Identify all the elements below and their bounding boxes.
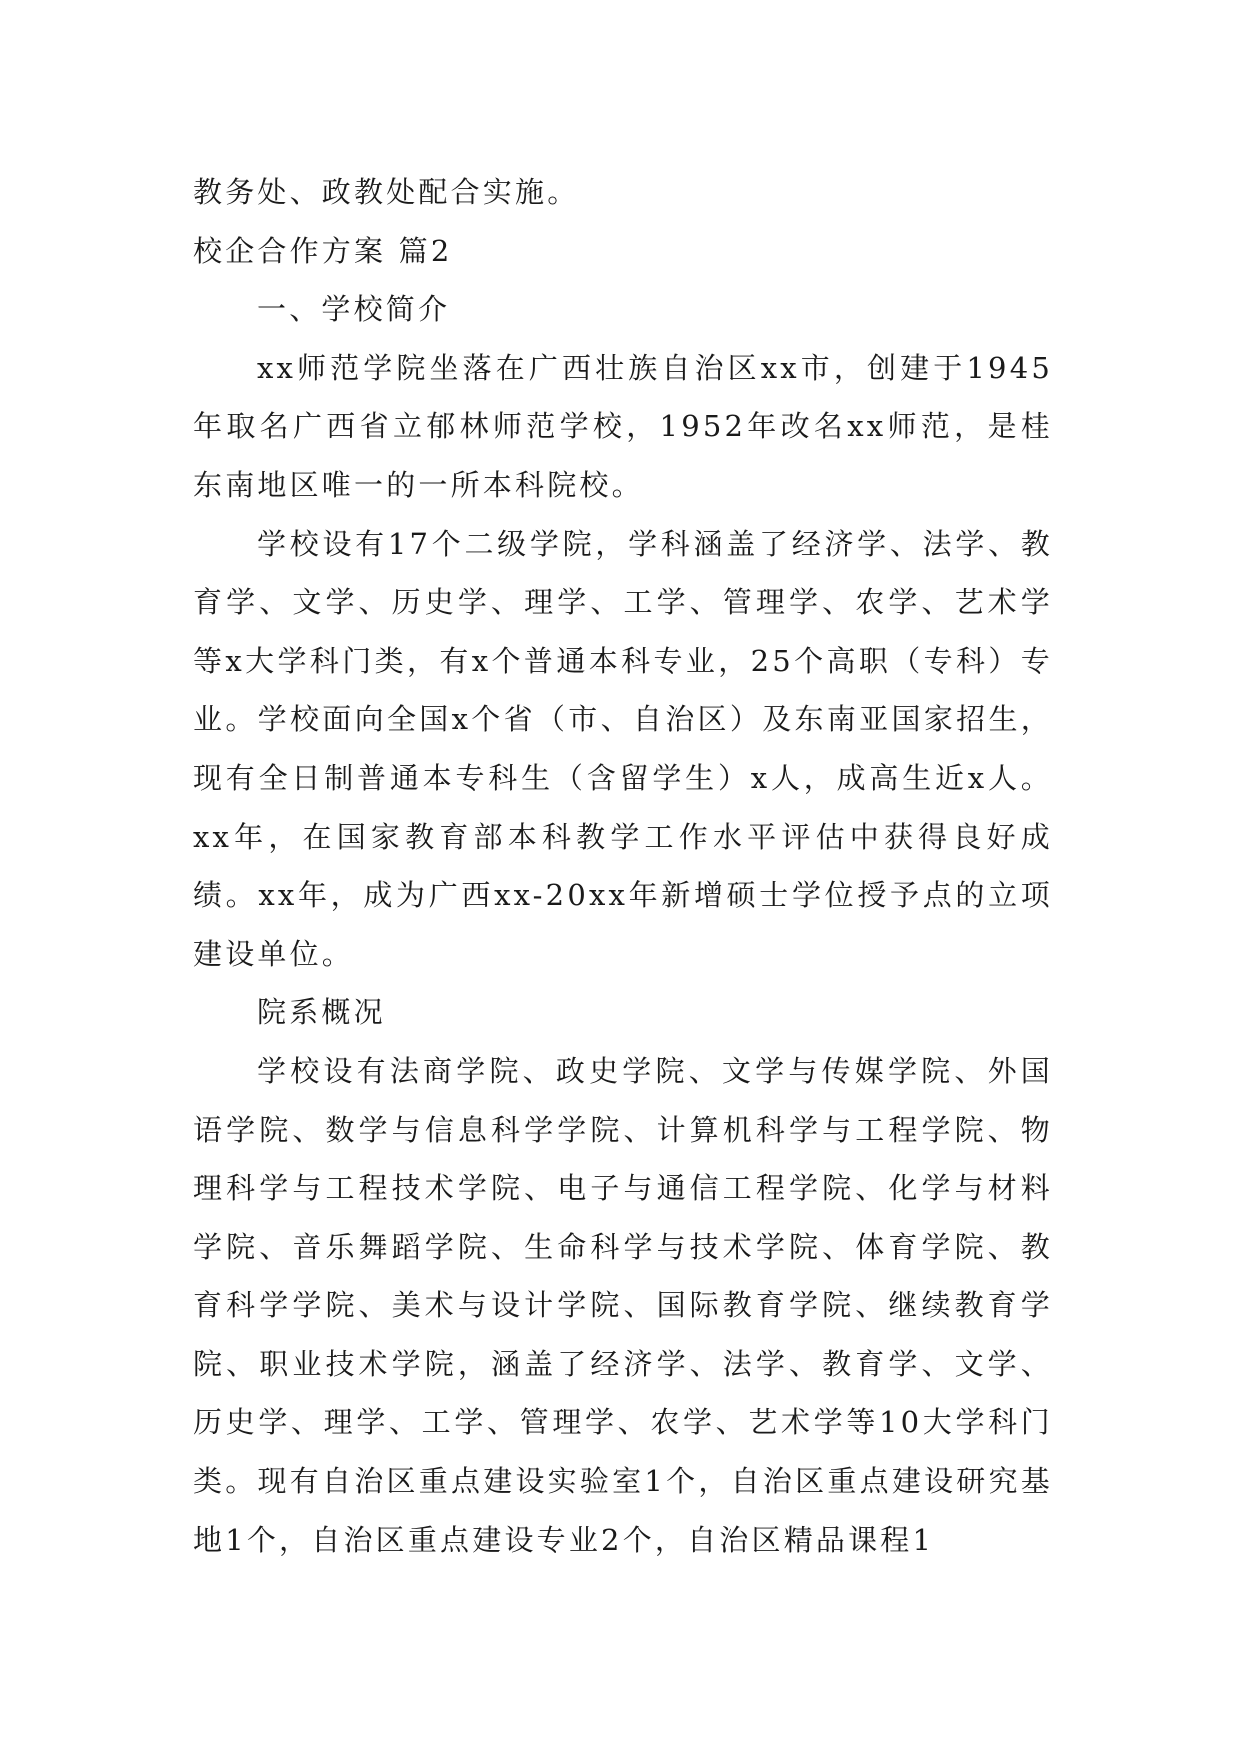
paragraph-departments: 学校设有法商学院、政史学院、文学与传媒学院、外国语学院、数学与信息科学学院、计算机科学与工程学院、物理科学与工程技术学院、电子与通信工程学院、化学与材料学院、音乐舞蹈学院、生命科学与技术学院、体育学院、教育科学学院、美术与设计学院、国际教育学院、继续教育学院、职业技术学院，涵盖了经济学、法学、教育学、文学、历史学、理学、工学、管理学、农学、艺术学等10大学科门类。现有自治区重点建设实验室1个，自治区重点建设研究基地1个，自治区重点建设专业2个，自治区精品课程1: [193, 1053, 1053, 1557]
subheading-departments: 院系概况: [257, 995, 386, 1030]
paragraph-school-overview: 学校设有17个二级学院，学科涵盖了经济学、法学、教育学、文学、历史学、理学、工学、管理学、农学、艺术学等x大学科门类，有x个普通本科专业，25个高职（专科）专业。学校面向全国x个省（市、自治区）及东南亚国家招生，现有全日制普通本专科生（含留学生）x人，成高生近x人。xx年，在国家教育部本科教学工作水平评估中获得良好成绩。xx年，成为广西xx-20xx年新增硕士学位授予点的立项建设单位。: [193, 526, 1053, 971]
paragraph-school-history: xx师范学院坐落在广西壮族自治区xx市，创建于1945年取名广西省立郁林师范学校，1952年改名xx师范，是桂东南地区唯一的一所本科院校。: [193, 350, 1053, 502]
section-title: 校企合作方案 篇2: [193, 233, 453, 268]
document-body: [193, 163, 1053, 1569]
paragraph-continuation: 教务处、政教处配合实施。: [193, 175, 580, 209]
subheading-school-intro: 一、学校简介: [257, 292, 451, 327]
